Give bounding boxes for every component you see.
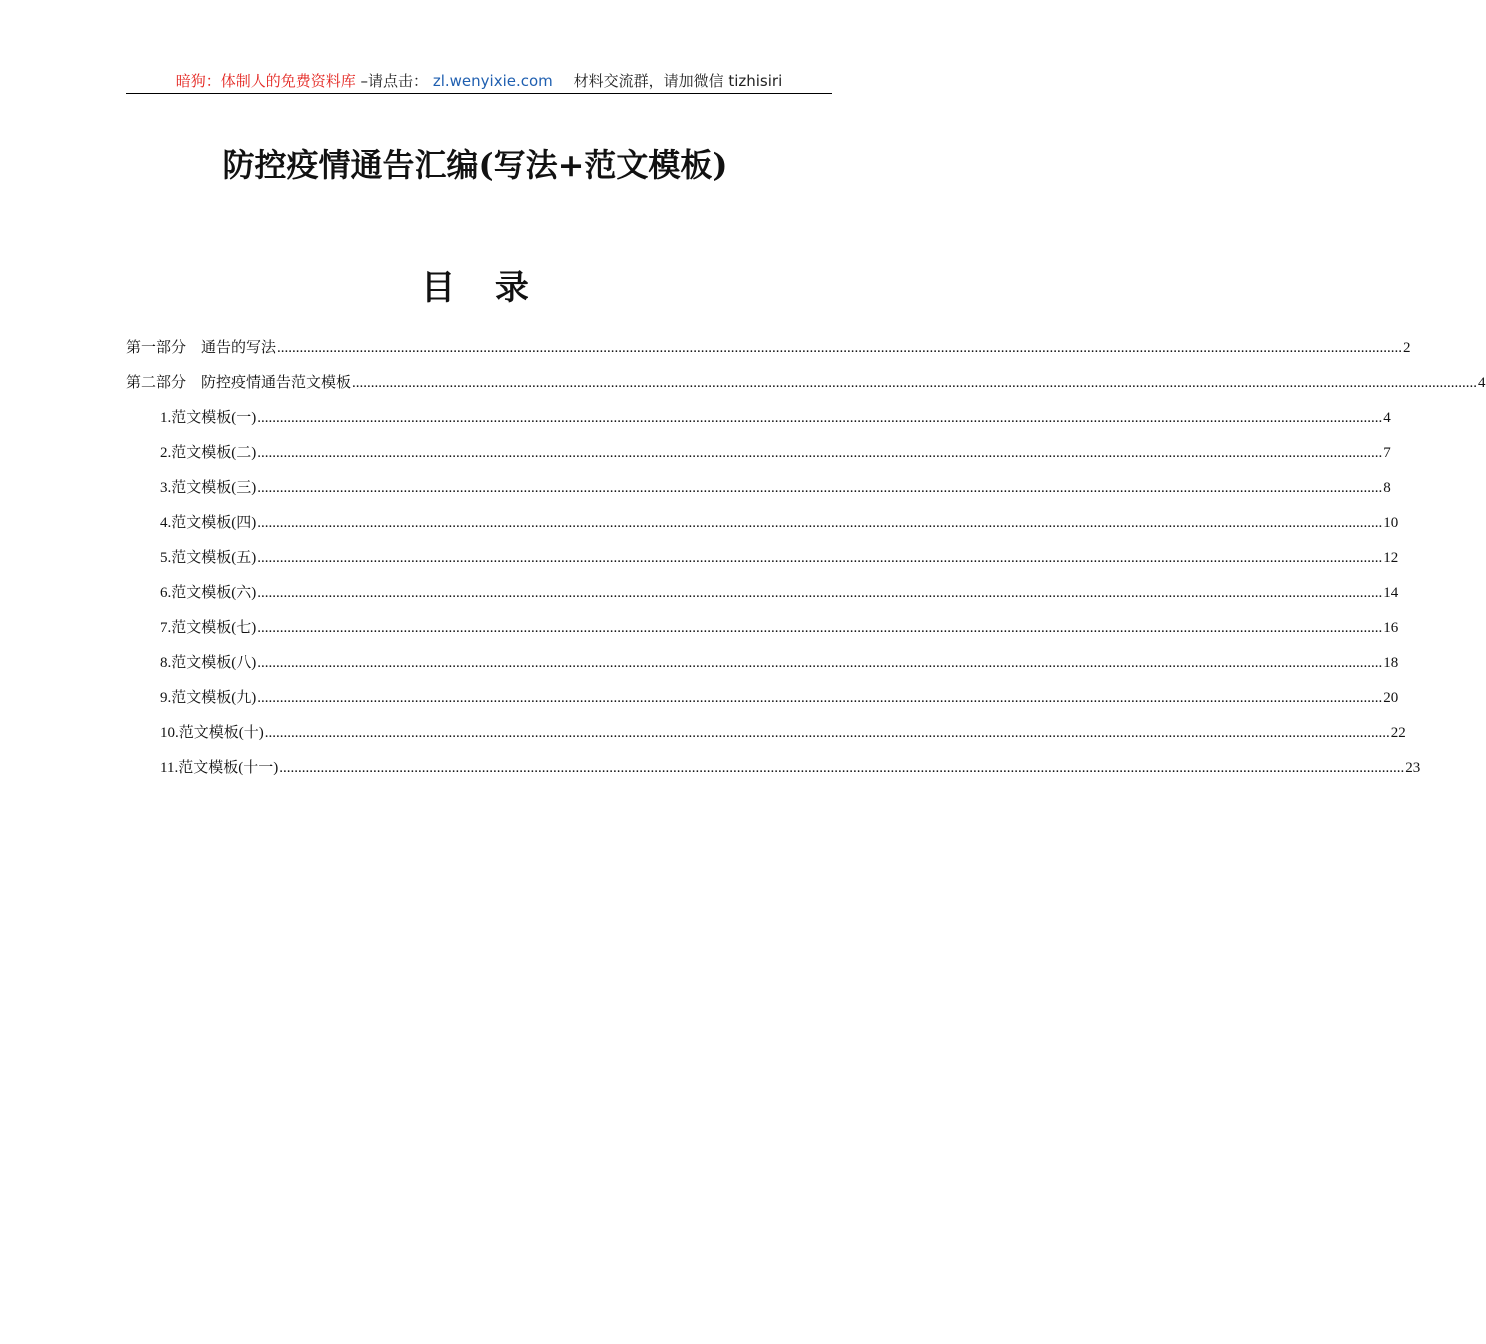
toc-leader: ............................................................................................................................................................................................................................................................................................................ <box>257 585 1383 601</box>
table-of-contents <box>126 322 1486 777</box>
toc-entry[interactable] <box>126 532 1399 567</box>
toc-entry-label: 第一部分 通告的写法 <box>126 340 277 356</box>
toc-entry-label: 10.范文模板(十) <box>160 725 264 741</box>
toc-heading: 目 录 <box>421 268 543 308</box>
toc-entry[interactable] <box>126 357 1486 392</box>
toc-entry-label: 3.范文模板(三) <box>160 480 257 496</box>
document-title: 防控疫情通告汇编(写法+范文模板) <box>222 146 728 184</box>
toc-entry-page: 8 <box>1383 480 1391 496</box>
header-contact: 材料交流群，请加微信 tizhisiri <box>573 72 783 90</box>
toc-entry-page: 20 <box>1383 690 1399 706</box>
toc-entry[interactable] <box>126 637 1399 672</box>
toc-entry-page: 14 <box>1383 585 1399 601</box>
toc-leader: ............................................................................................................................................................................................................................................................................................................ <box>264 725 1390 741</box>
toc-leader: ............................................................................................................................................................................................................................................................................................................ <box>257 515 1383 531</box>
header-prompt: –请点击： <box>360 72 429 90</box>
toc-entry-label: 4.范文模板(四) <box>160 515 257 531</box>
toc-entry-page: 12 <box>1383 550 1399 566</box>
toc-leader: ............................................................................................................................................................................................................................................................................................................ <box>257 445 1383 461</box>
page-header <box>126 70 832 92</box>
toc-entry[interactable] <box>126 707 1406 742</box>
toc-entry-label: 8.范文模板(八) <box>160 655 257 671</box>
toc-entry[interactable] <box>126 602 1399 637</box>
toc-entry[interactable] <box>126 567 1399 602</box>
toc-entry[interactable] <box>126 742 1421 777</box>
toc-entry-label: 2.范文模板(二) <box>160 445 257 461</box>
toc-entry-page: 23 <box>1405 760 1421 776</box>
toc-leader: ............................................................................................................................................................................................................................................................................................................ <box>257 690 1383 706</box>
toc-entry-label: 11.范文模板(十一) <box>160 760 279 776</box>
toc-entry-label: 1.范文模板(一) <box>160 410 257 426</box>
toc-entry-page: 7 <box>1383 445 1391 461</box>
toc-entry-page: 4 <box>1383 410 1391 426</box>
toc-leader: ............................................................................................................................................................................................................................................................................................................ <box>257 410 1383 426</box>
toc-entry[interactable] <box>126 462 1391 497</box>
toc-leader: ............................................................................................................................................................................................................................................................................................................ <box>352 375 1478 391</box>
toc-entry-label: 7.范文模板(七) <box>160 620 257 636</box>
toc-entry-page: 2 <box>1403 340 1411 356</box>
toc-entry-page: 22 <box>1390 725 1406 741</box>
header-divider <box>126 93 832 94</box>
header-link[interactable]: zl.wenyixie.com <box>432 72 553 90</box>
toc-entry[interactable] <box>126 672 1399 707</box>
toc-leader: ............................................................................................................................................................................................................................................................................................................ <box>257 620 1383 636</box>
toc-leader: ............................................................................................................................................................................................................................................................................................................ <box>257 655 1383 671</box>
toc-entry-label: 第二部分 防控疫情通告范文模板 <box>126 375 352 391</box>
toc-entry[interactable] <box>126 322 1411 357</box>
toc-entry-page: 10 <box>1383 515 1399 531</box>
toc-entry-page: 18 <box>1383 655 1399 671</box>
toc-leader: ............................................................................................................................................................................................................................................................................................................ <box>279 760 1405 776</box>
toc-leader: ............................................................................................................................................................................................................................................................................................................ <box>277 340 1403 356</box>
toc-entry[interactable] <box>126 427 1391 462</box>
toc-leader: ............................................................................................................................................................................................................................................................................................................ <box>257 480 1383 496</box>
toc-entry-page: 16 <box>1383 620 1399 636</box>
toc-entry-label: 5.范文模板(五) <box>160 550 257 566</box>
toc-entry[interactable] <box>126 392 1391 427</box>
header-brand: 暗狗：体制人的免费资料库 <box>175 72 356 90</box>
toc-entry[interactable] <box>126 497 1399 532</box>
toc-leader: ............................................................................................................................................................................................................................................................................................................ <box>257 550 1383 566</box>
toc-entry-label: 9.范文模板(九) <box>160 690 257 706</box>
toc-entry-label: 6.范文模板(六) <box>160 585 257 601</box>
toc-entry-page: 4 <box>1478 375 1486 391</box>
